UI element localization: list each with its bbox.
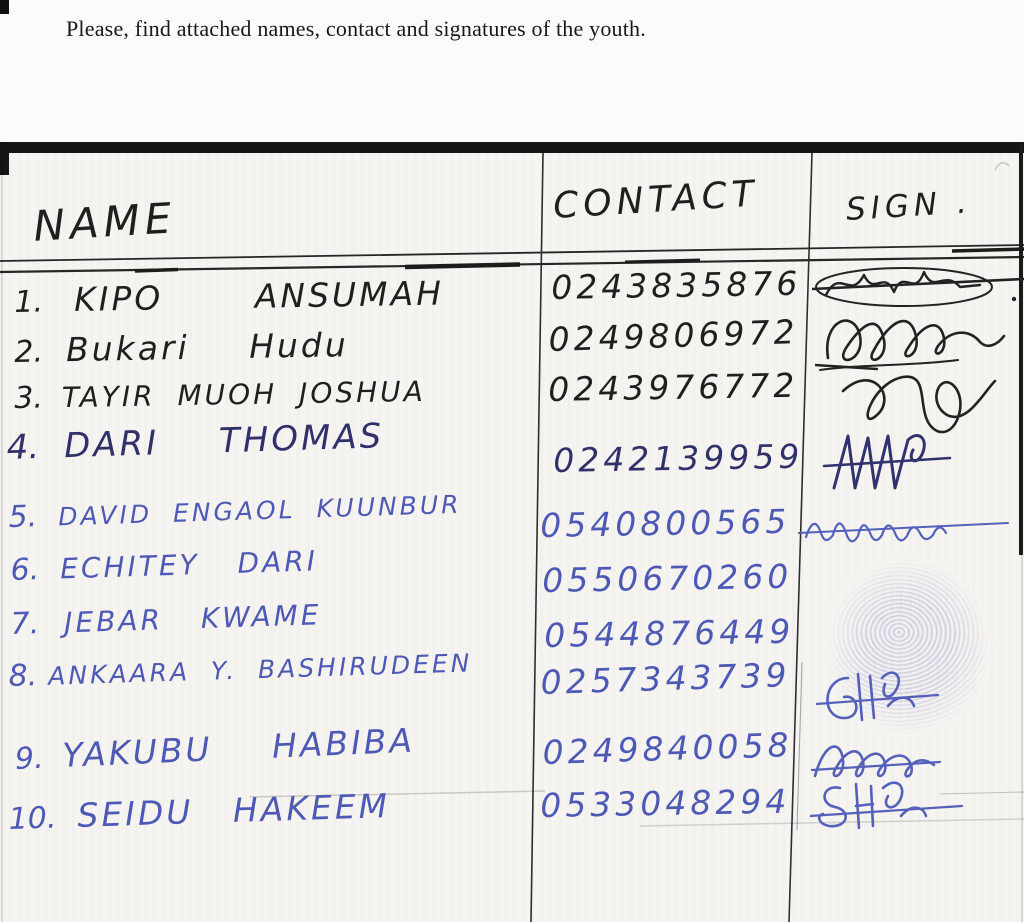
row-contact: 0249840058 xyxy=(542,725,794,772)
row-number: 7. xyxy=(10,606,40,642)
scan-artifact-mark xyxy=(0,142,9,175)
scan-artifact-mark xyxy=(0,0,9,14)
row-contact: 0544876449 xyxy=(544,611,795,655)
row-contact: 0243835876 xyxy=(551,263,802,307)
row-contact: 0249806972 xyxy=(548,312,800,359)
typed-note-strip xyxy=(0,0,1024,142)
row-contact: 0540800565 xyxy=(540,501,791,545)
header-contact: CONTACT xyxy=(552,173,760,227)
row-name-text: YAKUBU HABIBA xyxy=(61,720,416,775)
row-number: 9. xyxy=(14,740,45,777)
row-name-text: Bukari Hudu xyxy=(65,325,350,370)
row-name-text: JEBAR KWAME xyxy=(63,598,322,640)
row-number: 8. xyxy=(8,658,38,694)
row-name-text: KIPO ANSUMAH xyxy=(73,273,445,319)
row-number: 1. xyxy=(14,284,44,320)
row-number: 2. xyxy=(14,334,44,370)
row-contact: 0257343739 xyxy=(540,655,792,702)
row-number: 5. xyxy=(8,499,38,535)
table-row-name xyxy=(14,274,444,320)
row-name-text: DAVID ENGAOL KUUNBUR xyxy=(57,489,462,532)
row-contact: 0533048294 xyxy=(540,781,791,825)
row-contact: 0243976772 xyxy=(548,365,799,409)
row-number: 10. xyxy=(8,800,57,837)
row-contact: 0550670260 xyxy=(542,556,793,600)
row-name-text: ECHITEY DARI xyxy=(59,544,319,586)
table-row-name xyxy=(14,325,349,370)
row-contact: 0242139959 xyxy=(553,436,804,480)
row-number: 3. xyxy=(14,380,44,416)
typed-note: Please, find attached names, contact and signatures of the youth. xyxy=(66,16,646,41)
row-name-text: DARI THOMAS xyxy=(63,416,385,467)
header-name: NAME xyxy=(32,193,178,251)
table-row-name xyxy=(14,374,426,416)
row-number: 4. xyxy=(6,426,40,468)
row-name-text: ANKAARA Y. BASHIRUDEEN xyxy=(47,648,473,691)
row-name-text: TAYIR MUOH JOSHUA xyxy=(61,374,427,415)
header-sign: SIGN . xyxy=(845,184,973,228)
scan-edge-bar xyxy=(0,142,1024,153)
row-name-text: SEIDU HAKEEM xyxy=(76,786,391,835)
row-number: 6. xyxy=(10,552,40,588)
